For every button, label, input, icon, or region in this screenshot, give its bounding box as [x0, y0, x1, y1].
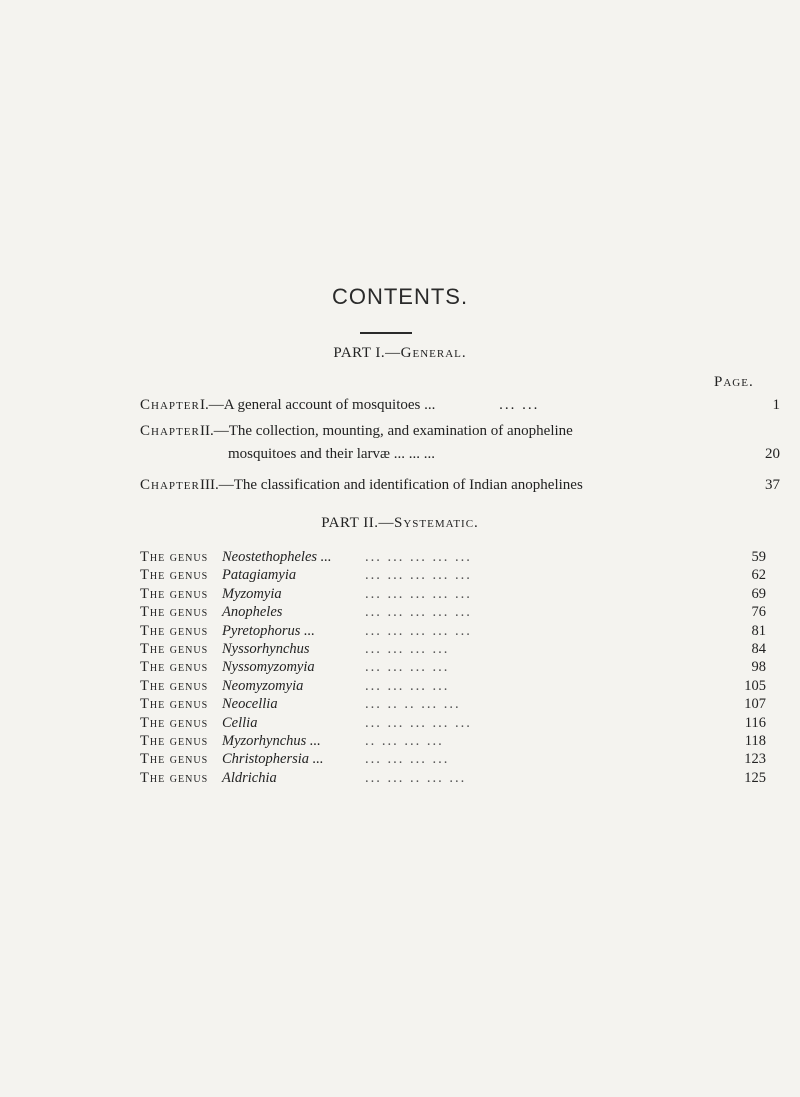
genus-list: [140, 548, 780, 787]
chapter-page: 1: [772, 397, 780, 413]
genus-name: Nyssorhynchus: [222, 640, 310, 657]
genus-name: Christophersia ...: [222, 751, 324, 768]
genus-name: Patagiamyia: [222, 567, 297, 584]
genus-name: Neostethopheles ...: [222, 549, 332, 565]
part1-heading-main: PART I.—: [333, 345, 401, 361]
chapter-text-continued: mosquitoes and their larvæ ... ... ...: [228, 446, 436, 462]
dot-leader: ... ... ... ... ...: [365, 585, 472, 602]
dot-leader: ... ... .. ... ...: [365, 769, 467, 786]
dot-leader: ... ... ... ...: [365, 751, 450, 768]
dot-leader: ... ... ... ... ...: [365, 622, 472, 639]
genus-label: The genus: [140, 696, 209, 713]
list-item: [140, 622, 780, 640]
chapter-text: II.—The collection, mounting, and examination of anopheline: [200, 423, 573, 439]
title-rule: [360, 332, 412, 334]
chapter-label: Chapter: [140, 397, 200, 413]
list-item: [140, 714, 780, 732]
dot-leader: ... ... ... ...: [365, 677, 450, 694]
genus-label: The genus: [140, 549, 209, 565]
genus-label: The genus: [140, 585, 209, 602]
list-item: [140, 548, 780, 566]
genus-page: 84: [751, 640, 766, 657]
chapter-text: III.—The classification and identification of Indian anophelines: [200, 477, 583, 493]
chapter-entry: [140, 420, 780, 470]
dot-leader: ... .. .. ... ...: [365, 696, 461, 713]
genus-page: 116: [744, 714, 766, 731]
genus-page: 105: [744, 677, 766, 694]
genus-page: 118: [744, 732, 766, 749]
genus-name: Pyretophorus ...: [222, 622, 315, 639]
genus-page: 69: [751, 585, 766, 602]
dot-leader: ... ... ... ...: [365, 640, 450, 657]
genus-label: The genus: [140, 714, 209, 731]
list-item: [140, 566, 780, 584]
genus-name: Nyssomyzomyia: [222, 659, 315, 676]
genus-label: The genus: [140, 732, 209, 749]
dot-leader: ... ... ... ... ...: [365, 604, 472, 621]
dot-leader: .. ... ... ...: [365, 732, 444, 749]
chapter-label: Chapter: [140, 423, 200, 439]
genus-label: The genus: [140, 751, 209, 768]
dot-leader: ... ... ... ...: [365, 659, 450, 676]
genus-label: The genus: [140, 659, 209, 676]
list-item: [140, 603, 780, 621]
dot-leader: ... ... ... ... ...: [365, 549, 472, 565]
page-column-label: Page.: [714, 374, 754, 390]
chapter-leader: ... ...: [499, 397, 540, 413]
part1-heading: [0, 345, 800, 362]
dot-leader: ... ... ... ... ...: [365, 567, 472, 584]
genus-label: The genus: [140, 640, 209, 657]
genus-name: Neomyzomyia: [222, 677, 304, 694]
list-item: [140, 640, 780, 658]
part2-heading-main: PART II.—: [321, 515, 394, 531]
genus-label: The genus: [140, 604, 209, 621]
genus-page: 81: [751, 622, 766, 639]
genus-page: 59: [751, 549, 766, 565]
part1-heading-sub: General.: [400, 345, 467, 361]
chapter-text: I.—A general account of mosquitoes ...: [200, 397, 436, 413]
genus-page: 76: [751, 604, 766, 621]
genus-name: Neocellia: [222, 696, 278, 713]
list-item: [140, 769, 780, 787]
genus-label: The genus: [140, 677, 209, 694]
genus-name: Aldrichia: [222, 769, 277, 786]
genus-page: 107: [744, 696, 766, 713]
list-item: [140, 658, 780, 676]
chapter-page: 37: [765, 477, 780, 493]
dot-leader: ... ... ... ... ...: [365, 714, 472, 731]
genus-name: Myzorhynchus ...: [222, 732, 321, 749]
genus-page: 125: [744, 769, 766, 786]
list-item: [140, 677, 780, 695]
genus-page: 98: [751, 659, 766, 676]
genus-label: The genus: [140, 769, 209, 786]
genus-label: The genus: [140, 567, 209, 584]
part2-heading: [0, 515, 800, 532]
genus-page: 62: [751, 567, 766, 584]
list-item: [140, 732, 780, 750]
chapter-label: Chapter: [140, 477, 200, 493]
genus-name: Myzomyia: [222, 585, 282, 602]
list-item: [140, 695, 780, 713]
chapter-page: 20: [765, 446, 780, 462]
list-item: [140, 750, 780, 768]
genus-name: Anopheles: [222, 604, 283, 621]
genus-name: Cellia: [222, 714, 258, 731]
page-title: CONTENTS.: [331, 284, 469, 309]
genus-page: 123: [744, 751, 766, 768]
list-item: [140, 585, 780, 603]
genus-label: The genus: [140, 622, 209, 639]
part2-heading-sub: Systematic.: [393, 515, 479, 531]
